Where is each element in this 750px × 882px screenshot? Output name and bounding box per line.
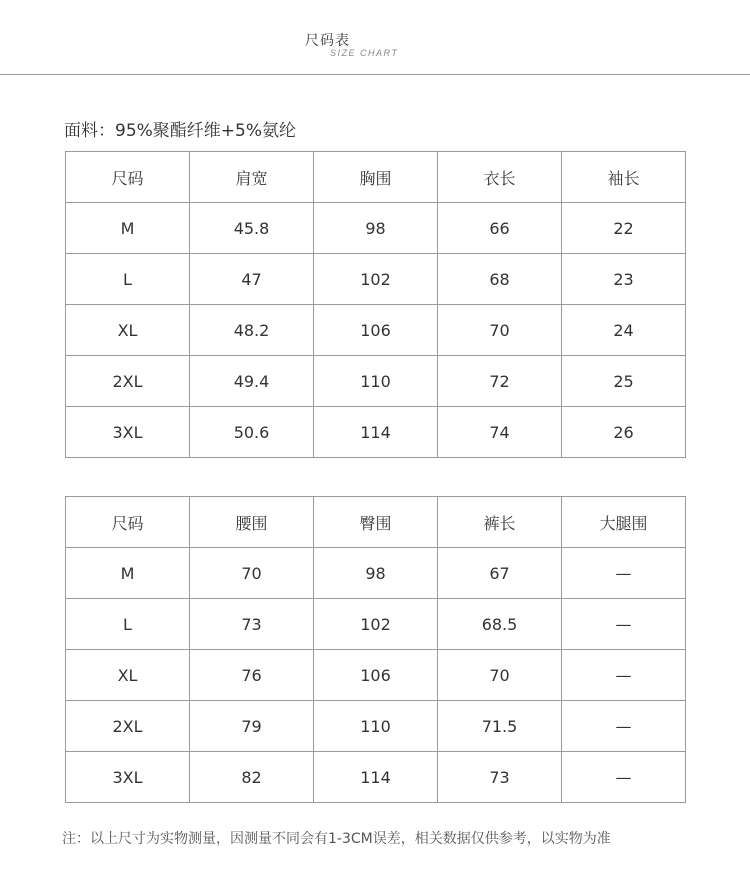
- size-label-cell: 3XL: [66, 407, 190, 458]
- table-cell: 98: [314, 548, 438, 599]
- table-cell: 110: [314, 356, 438, 407]
- size-label-cell: M: [66, 548, 190, 599]
- table-cell: 70: [190, 548, 314, 599]
- column-header: 尺码: [66, 152, 190, 203]
- table-header-row: [66, 152, 686, 203]
- table-row: [66, 203, 686, 254]
- header-divider: [0, 74, 750, 75]
- disclaimer-note: 注：以上尺寸为实物测量，因测量不同会有1-3CM误差，相关数据仅供参考，以实物为准: [62, 831, 611, 847]
- table-cell: 82: [190, 752, 314, 803]
- column-header: 肩宽: [190, 152, 314, 203]
- size-label-cell: 2XL: [66, 356, 190, 407]
- column-header: 尺码: [66, 497, 190, 548]
- size-label-cell: 2XL: [66, 701, 190, 752]
- table-cell: 24: [562, 305, 686, 356]
- table-cell: 70: [438, 305, 562, 356]
- table-cell: 26: [562, 407, 686, 458]
- table-cell: 72: [438, 356, 562, 407]
- column-header: 腰围: [190, 497, 314, 548]
- table-cell: 79: [190, 701, 314, 752]
- table-cell: —: [562, 548, 686, 599]
- table-cell: 67: [438, 548, 562, 599]
- table-cell: 50.6: [190, 407, 314, 458]
- table-cell: 73: [438, 752, 562, 803]
- table-cell: —: [562, 701, 686, 752]
- table-cell: 114: [314, 407, 438, 458]
- table-row: [66, 548, 686, 599]
- table-cell: —: [562, 599, 686, 650]
- column-header: 衣长: [438, 152, 562, 203]
- top-size-table: [65, 151, 686, 458]
- table-cell: 114: [314, 752, 438, 803]
- size-label-cell: XL: [66, 305, 190, 356]
- table-cell: 71.5: [438, 701, 562, 752]
- table-cell: 106: [314, 650, 438, 701]
- table-cell: 49.4: [190, 356, 314, 407]
- table-cell: 25: [562, 356, 686, 407]
- bottom-size-table-body: [66, 497, 686, 803]
- table-cell: 73: [190, 599, 314, 650]
- table-cell: 48.2: [190, 305, 314, 356]
- page-subtitle: SIZE CHART: [330, 48, 399, 58]
- table-cell: 110: [314, 701, 438, 752]
- table-cell: 70: [438, 650, 562, 701]
- bottom-size-table: [65, 496, 686, 803]
- material-composition: 面料：95%聚酯纤维+5%氨纶: [64, 121, 296, 141]
- size-label-cell: L: [66, 254, 190, 305]
- table-row: [66, 599, 686, 650]
- column-header: 臀围: [314, 497, 438, 548]
- table-cell: 98: [314, 203, 438, 254]
- table-row: [66, 254, 686, 305]
- table-cell: 76: [190, 650, 314, 701]
- table-row: [66, 650, 686, 701]
- table-cell: 102: [314, 599, 438, 650]
- page-header: [0, 0, 750, 76]
- table-cell: 47: [190, 254, 314, 305]
- size-label-cell: XL: [66, 650, 190, 701]
- table-row: [66, 305, 686, 356]
- table-cell: 106: [314, 305, 438, 356]
- column-header: 胸围: [314, 152, 438, 203]
- top-size-table-body: [66, 152, 686, 458]
- size-label-cell: M: [66, 203, 190, 254]
- table-cell: —: [562, 650, 686, 701]
- table-cell: 74: [438, 407, 562, 458]
- table-cell: 45.8: [190, 203, 314, 254]
- size-label-cell: L: [66, 599, 190, 650]
- size-label-cell: 3XL: [66, 752, 190, 803]
- table-cell: 22: [562, 203, 686, 254]
- table-cell: 68: [438, 254, 562, 305]
- table-cell: 23: [562, 254, 686, 305]
- table-cell: 102: [314, 254, 438, 305]
- table-row: [66, 701, 686, 752]
- table-row: [66, 752, 686, 803]
- table-cell: 68.5: [438, 599, 562, 650]
- column-header: 裤长: [438, 497, 562, 548]
- page-title: 尺码表: [305, 33, 350, 49]
- column-header: 大腿围: [562, 497, 686, 548]
- table-cell: 66: [438, 203, 562, 254]
- table-row: [66, 407, 686, 458]
- table-header-row: [66, 497, 686, 548]
- column-header: 袖长: [562, 152, 686, 203]
- table-row: [66, 356, 686, 407]
- table-cell: —: [562, 752, 686, 803]
